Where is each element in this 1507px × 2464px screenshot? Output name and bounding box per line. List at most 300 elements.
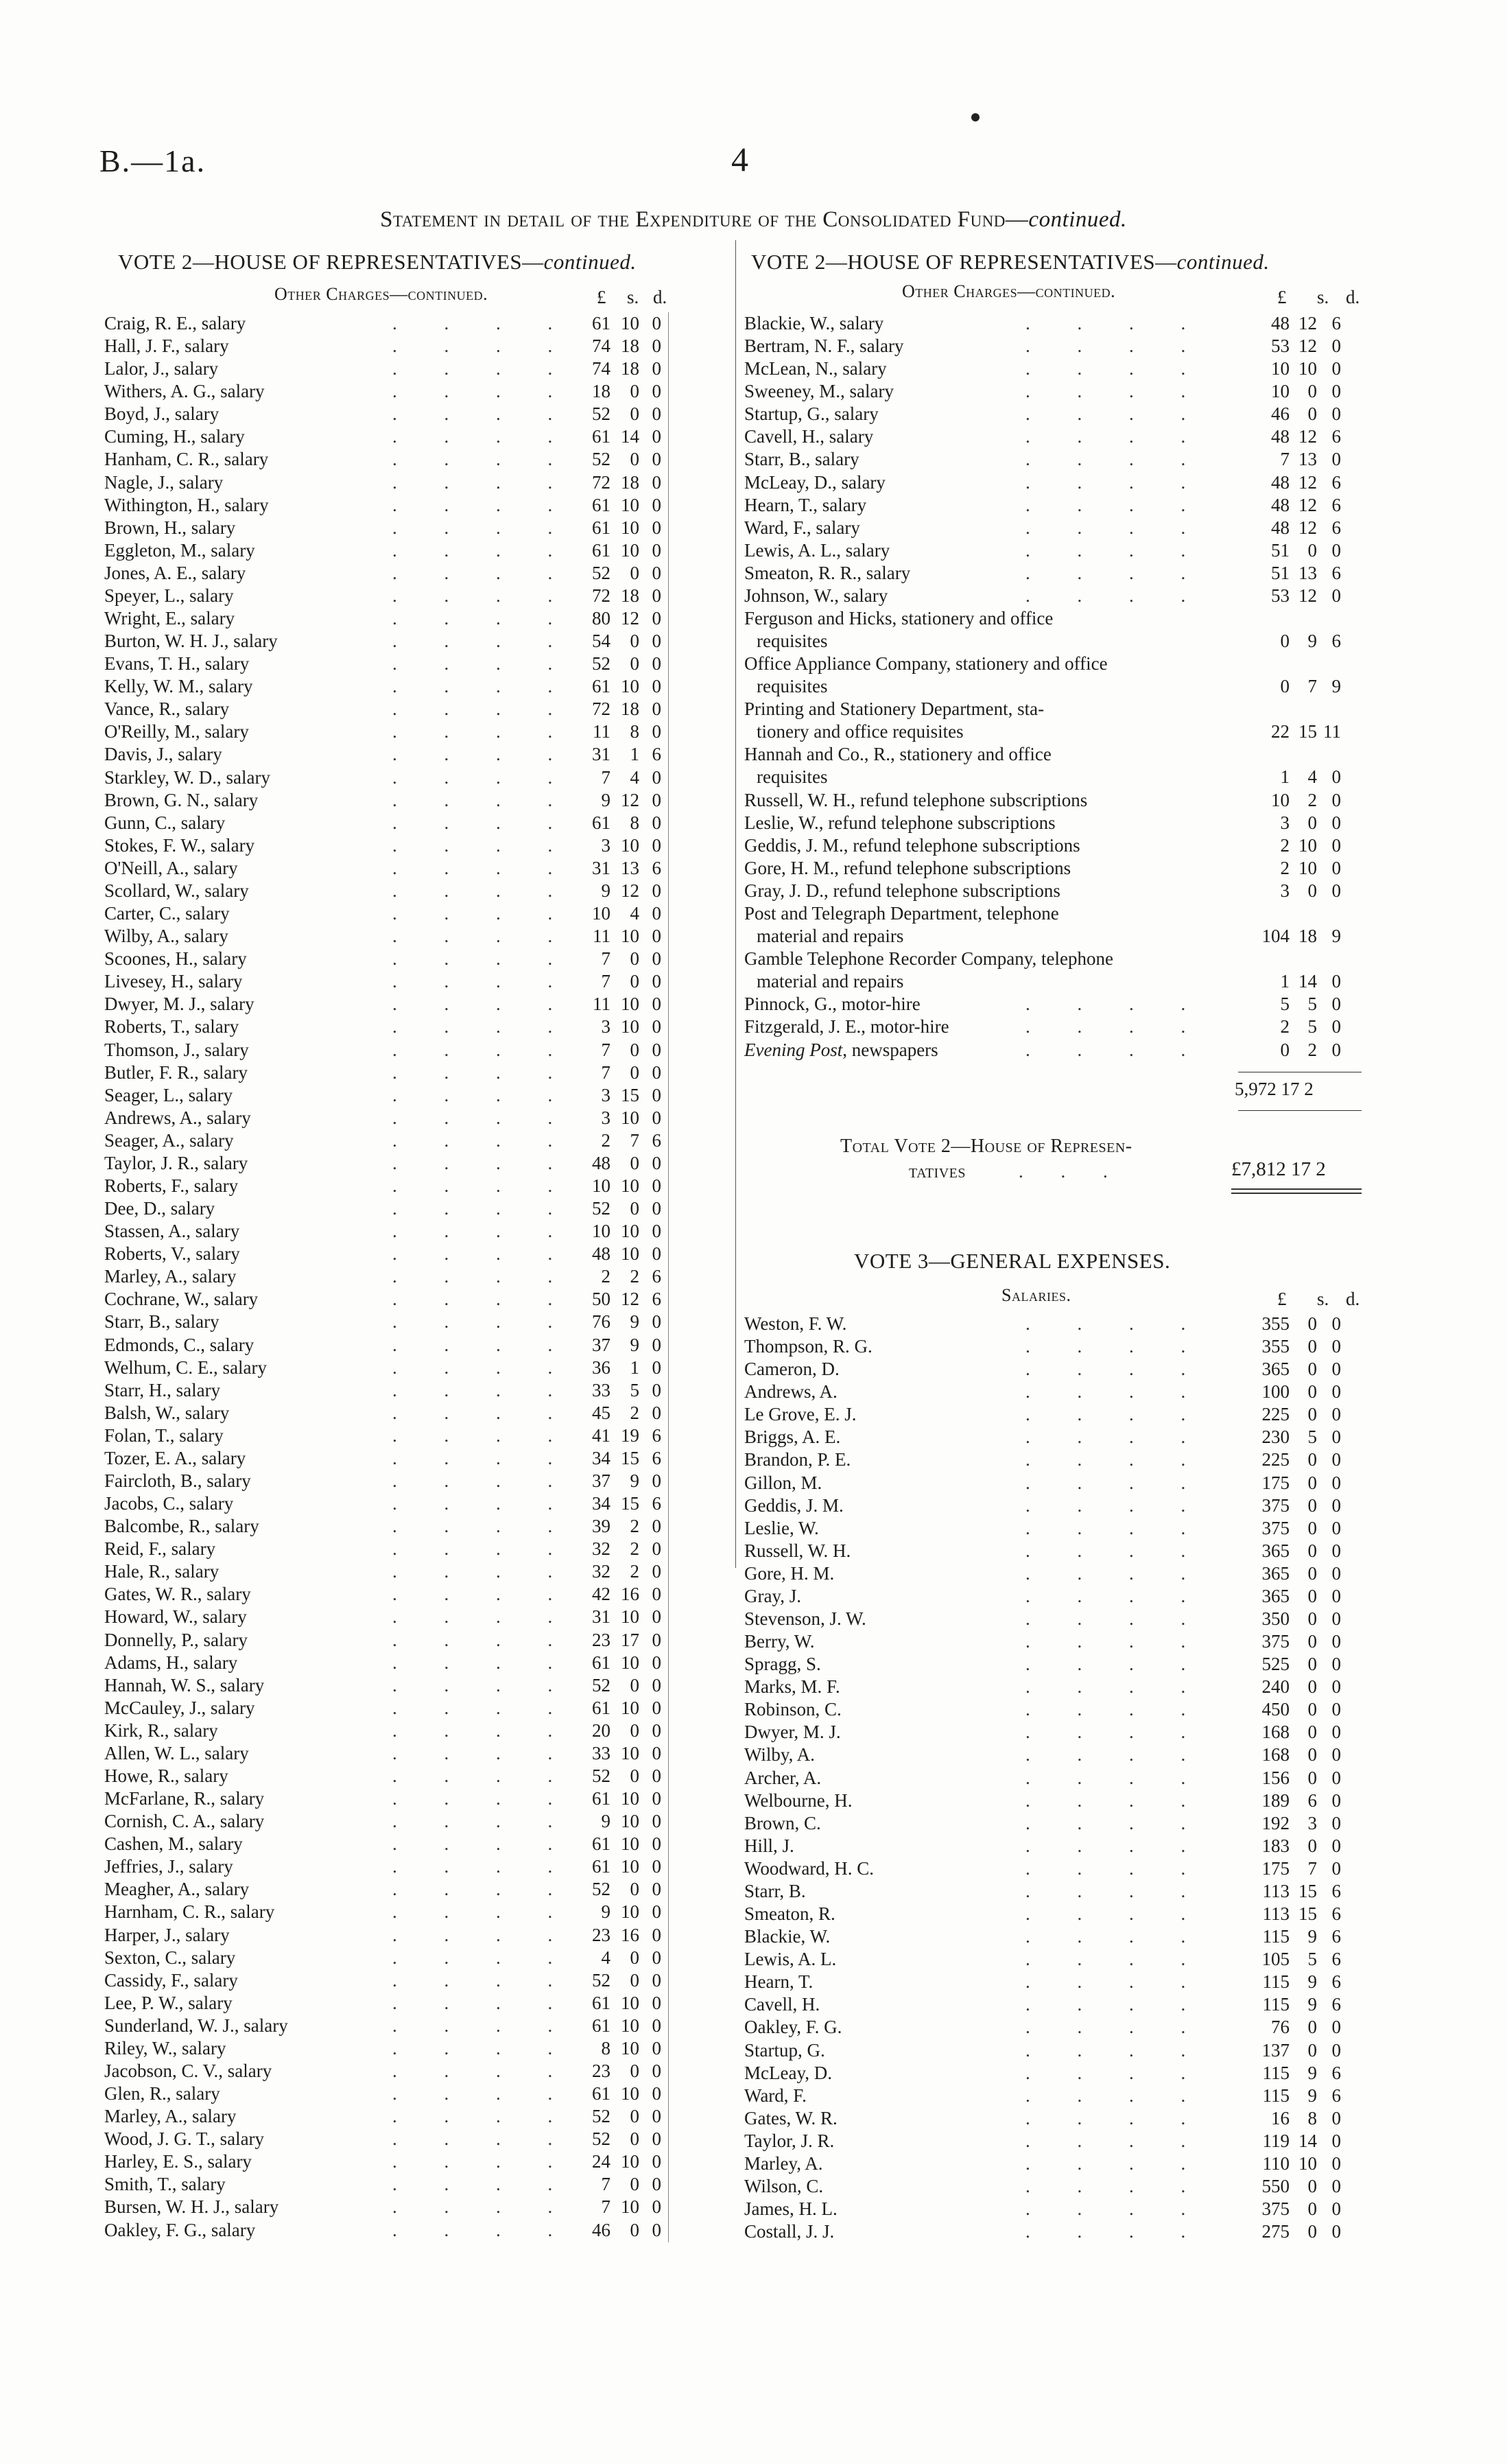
shillings-value: 5 (1307, 1427, 1317, 1448)
column-rule (668, 925, 669, 948)
leader-dots: . . . . (392, 1969, 574, 1991)
ledger-row (744, 2085, 1365, 2107)
ledger-row (744, 312, 1365, 335)
total-label-line2: tatives (909, 1161, 966, 1182)
payee-name (744, 743, 1224, 788)
ledger-row (104, 834, 674, 857)
payee-name: Cashen, M., salary (104, 1833, 243, 1855)
leader-dots: . . . . (392, 1107, 574, 1128)
payee-name: Le Grove, E. J. (744, 1404, 857, 1425)
ledger-row (104, 948, 674, 970)
pounds-value: 3 (1280, 880, 1290, 901)
leader-dots: . . . . (392, 1129, 574, 1151)
pounds-value: 105 (1261, 1949, 1290, 1970)
pounds-value: 2 (601, 1129, 610, 1151)
shillings-value: 5 (1307, 1016, 1317, 1037)
pounds-value: 175 (1261, 1857, 1290, 1879)
payee-name: Cochrane, W., salary (104, 1289, 259, 1310)
shillings-value: 0 (1307, 1835, 1317, 1856)
payee-name: McFarlane, R., salary (104, 1788, 265, 1809)
leader-dots: . . . . (1025, 1016, 1207, 1037)
column-rule (668, 1084, 669, 1107)
ledger-row (104, 1016, 674, 1038)
payee-name: Cuming, H., salary (104, 426, 245, 447)
column-rule (668, 1243, 669, 1266)
payee-name: Bertram, N. F., salary (744, 336, 904, 357)
column-rule (668, 1447, 669, 1470)
shillings-value: 10 (621, 1652, 639, 1673)
pounds-value: 365 (1261, 1562, 1290, 1584)
leader-dots: . . . . (1025, 403, 1207, 425)
leader-dots: . . . . (1025, 1994, 1207, 2015)
leader-dots: . . . . (1025, 994, 1207, 1015)
pounds-value: 20 (592, 1720, 610, 1741)
shillings-value: 9 (1307, 2062, 1317, 2083)
pence-value: 0 (652, 766, 661, 788)
pence-value: 0 (652, 903, 661, 924)
leader-dots: . . . . (1025, 1404, 1207, 1425)
leader-dots: . . . . (1025, 426, 1207, 447)
payee-name: Lee, P. W., salary (104, 1992, 233, 2013)
payee-name: Bursen, W. H. J., salary (104, 2196, 279, 2218)
ledger-row (744, 1540, 1365, 1562)
shillings-value: 4 (630, 766, 639, 788)
pounds-value: 100 (1261, 1381, 1290, 1403)
ledger-row (104, 675, 674, 698)
pence-value: 0 (1331, 766, 1341, 788)
pounds-value: 113 (1262, 1880, 1290, 1901)
leader-dots: . . . . (1025, 1971, 1207, 1993)
ledger-row (104, 1197, 674, 1220)
column-rule (668, 1560, 669, 1584)
leader-dots: . . . . (392, 631, 574, 652)
payee-name: Starkley, W. D., salary (104, 766, 270, 788)
payee-name: Marley, A. (744, 2152, 823, 2174)
pence-value: 0 (652, 1152, 661, 1173)
column-rule (668, 789, 669, 812)
ledger-row (744, 880, 1365, 902)
pence-value: 0 (652, 1947, 661, 1968)
ledger-row (744, 1358, 1365, 1381)
pence-value: 0 (652, 1379, 661, 1400)
leader-dots: . . . . (392, 1811, 574, 1832)
payee-name: Taylor, J. R., salary (104, 1152, 248, 1173)
pounds-value: 36 (592, 1357, 610, 1378)
pence-value: 0 (652, 812, 661, 833)
pence-value: 0 (652, 2106, 661, 2127)
pounds-value: 72 (592, 585, 610, 606)
leader-dots: . . . . (392, 381, 574, 402)
ledger-row (104, 902, 674, 925)
leader-dots: . . . . (392, 1833, 574, 1855)
pence-value: 6 (1331, 471, 1341, 493)
shillings-value: 0 (1307, 539, 1317, 561)
shillings-value: 18 (1298, 926, 1317, 947)
pounds-value: 48 (1271, 471, 1290, 493)
payee-name: Brown, G. N., salary (104, 789, 259, 810)
ledger-row (104, 653, 674, 675)
shillings-value: 10 (1298, 857, 1317, 878)
payee-line-2: requisites (757, 676, 828, 697)
shillings-value: 4 (1307, 766, 1317, 788)
payee-name: Jones, A. E., salary (104, 562, 246, 583)
pounds-value: 7 (601, 948, 610, 970)
pounds-value: 4 (601, 1947, 610, 1968)
ledger-row (104, 357, 674, 380)
leader-dots: . . . . (392, 471, 574, 493)
shillings-value: 0 (1307, 1699, 1317, 1720)
shillings-value: 0 (1307, 1517, 1317, 1538)
leader-dots: . . . . (392, 1561, 574, 1582)
payee-name: Spragg, S. (744, 1654, 821, 1675)
column-rule (668, 880, 669, 903)
column-rule (668, 1424, 669, 1448)
payee-name: Cassidy, F., salary (104, 1969, 238, 1991)
leader-dots: . . . . (392, 539, 574, 561)
leader-dots: . . . . (392, 1039, 574, 1060)
leader-dots: . . . . (1025, 539, 1207, 561)
payee-name: Robinson, C. (744, 1699, 842, 1720)
ledger-row (104, 2196, 674, 2218)
pence-value: 6 (1331, 1949, 1341, 1970)
payee-name: Stevenson, J. W. (744, 1608, 866, 1630)
payee-name: Smeaton, R. (744, 1903, 835, 1925)
leader-dots: . . . . (392, 1379, 574, 1400)
pounds-value: 24 (592, 2151, 610, 2172)
pounds-value: 375 (1261, 1494, 1290, 1516)
payee-name: Donnelly, P., salary (104, 1629, 248, 1650)
pence-value: 0 (1331, 449, 1341, 470)
column-rule (668, 1787, 669, 1811)
column-rule (668, 1697, 669, 1720)
payee-name: McLeay, D., salary (744, 471, 886, 493)
pounds-value: 46 (592, 2219, 610, 2240)
pence-value: 0 (652, 1720, 661, 1741)
ledger-row (104, 1311, 674, 1333)
ledger-row (744, 1925, 1365, 1948)
left-pence-header: d. (653, 287, 667, 307)
ledger-row (104, 312, 674, 335)
leader-dots: . . . . (392, 1674, 574, 1696)
shillings-value: 14 (1298, 2130, 1317, 2151)
leader-dots: . . . . (392, 2061, 574, 2082)
pounds-value: 550 (1261, 2175, 1290, 2196)
pounds-value: 10 (1271, 789, 1290, 810)
ledger-row (104, 1515, 674, 1538)
pounds-value: 80 (592, 608, 610, 629)
ledger-row (104, 1855, 674, 1878)
payee-name: Hall, J. F., salary (104, 336, 229, 357)
page-number: 4 (731, 140, 748, 178)
pence-value: 0 (652, 1629, 661, 1650)
shillings-value: 2 (630, 1538, 639, 1560)
ledger-row (104, 1583, 674, 1606)
leader-dots: . . . . (1025, 1857, 1207, 1879)
payee-name: Startup, G. (744, 2039, 825, 2061)
ledger-row (104, 1175, 674, 1197)
ledger-row (744, 425, 1365, 448)
pence-value: 0 (652, 1016, 661, 1037)
leader-dots: . . . . (392, 336, 574, 357)
leader-dots: . . . . (392, 2106, 574, 2127)
shillings-value: 10 (621, 1243, 639, 1265)
column-rule (668, 1402, 669, 1425)
leader-dots: . . . . (1025, 1472, 1207, 1493)
ledger-row (104, 1379, 674, 1402)
ledger-row (104, 2037, 674, 2060)
shillings-value: 0 (1307, 2017, 1317, 2038)
pence-value: 0 (1331, 1381, 1341, 1403)
ledger-row (104, 1697, 674, 1720)
payee-name: Withers, A. G., salary (104, 381, 265, 402)
payee-rest: , newspapers (842, 1039, 938, 1060)
shillings-value: 0 (630, 1152, 639, 1173)
shillings-value: 10 (621, 1606, 639, 1628)
pounds-value: 365 (1261, 1585, 1290, 1606)
pounds-value: 355 (1261, 1313, 1290, 1334)
pence-value: 6 (1331, 426, 1341, 447)
leader-dots: . . . . (392, 1175, 574, 1196)
leader-dots: . . . . (392, 1629, 574, 1650)
pounds-value: 52 (592, 653, 610, 674)
leader-dots: . . . . (1025, 2017, 1207, 2038)
payee-name: Briggs, A. E. (744, 1427, 841, 1448)
payee-name: Hill, J. (744, 1835, 794, 1856)
column-rule (668, 1742, 669, 1765)
column-rule (668, 1311, 669, 1334)
payee-name: Lewis, A. L., salary (744, 539, 890, 561)
ledger-row (744, 1494, 1365, 1517)
shillings-value: 8 (630, 812, 639, 833)
ledger-row (744, 1039, 1365, 1061)
shillings-value: 18 (621, 471, 639, 493)
pence-value: 0 (652, 834, 661, 856)
right-pound-header: £ (1277, 287, 1287, 307)
shillings-value: 10 (621, 1856, 639, 1877)
pence-value: 6 (1331, 1880, 1341, 1901)
leader-dots: . . . . (392, 494, 574, 515)
pounds-value: 9 (601, 1901, 610, 1923)
ledger-row (744, 2016, 1365, 2039)
pounds-value: 61 (592, 1833, 610, 1855)
payee-name: Smith, T., salary (104, 2174, 226, 2195)
shillings-value: 0 (630, 1674, 639, 1696)
shillings-value: 10 (621, 2015, 639, 2036)
ledger-row (104, 1538, 674, 1560)
shillings-value: 3 (1307, 1812, 1317, 1833)
payee-name: Withington, H., salary (104, 494, 269, 515)
ledger-row (744, 1698, 1365, 1721)
pounds-value: 230 (1261, 1427, 1290, 1448)
column-rule (668, 607, 669, 631)
shillings-value: 2 (630, 1402, 639, 1423)
shillings-value: 0 (1307, 1608, 1317, 1630)
leader-dots: . . . . (1025, 1767, 1207, 1788)
pounds-value: 5 (1280, 994, 1290, 1015)
pounds-value: 23 (592, 2061, 610, 2082)
ledger-row (744, 698, 1365, 743)
pounds-value: 110 (1262, 2152, 1290, 2174)
pounds-value: 7 (601, 1061, 610, 1083)
leader-dots: . . . . (1025, 1381, 1207, 1403)
shillings-value: 10 (621, 539, 639, 561)
pounds-value: 41 (592, 1424, 610, 1446)
leader-dots: . . . . (392, 2083, 574, 2104)
payee-name: Starr, H., salary (104, 1379, 221, 1400)
payee-name: Jeffries, J., salary (104, 1856, 233, 1877)
pence-value: 0 (1331, 381, 1341, 402)
pence-value: 6 (652, 744, 661, 765)
payee-name: Wilby, A. (744, 1744, 815, 1765)
payee-name: Dee, D., salary (104, 1198, 215, 1219)
leader-dots: . . . . (1025, 1699, 1207, 1720)
payee-name: McLeay, D. (744, 2062, 832, 2083)
ledger-row (104, 2219, 674, 2242)
ledger-row (744, 1767, 1365, 1790)
ledger-row (744, 1426, 1365, 1448)
pounds-value: 115 (1262, 1971, 1290, 1993)
shillings-value: 0 (630, 1947, 639, 1968)
shillings-value: 0 (1307, 1359, 1317, 1380)
pounds-value: 52 (592, 1879, 610, 1900)
shillings-value: 12 (1298, 517, 1317, 538)
leader-dots: . . . . (392, 1742, 574, 1763)
payee-name: Marley, A., salary (104, 1266, 237, 1287)
pounds-value: 7 (601, 1039, 610, 1060)
payee-name: Marks, M. F. (744, 1676, 840, 1698)
leader-dots: . . . . (392, 562, 574, 583)
pounds-value: 355 (1261, 1336, 1290, 1357)
shillings-value: 0 (1307, 403, 1317, 425)
pounds-value: 34 (592, 1447, 610, 1468)
payee-line-2: material and repairs (757, 926, 904, 947)
leader-dots: . . . . (1025, 381, 1207, 402)
pence-value: 0 (1331, 1562, 1341, 1584)
column-rule (668, 1583, 669, 1606)
leader-dots: . . . . (392, 721, 574, 742)
pence-value: 0 (652, 1924, 661, 1945)
leader-dots: . . . . (392, 1221, 574, 1242)
pounds-value: 104 (1261, 926, 1290, 947)
pounds-value: 0 (1280, 1039, 1290, 1060)
payee-name: Ward, F., salary (744, 517, 860, 538)
shillings-value: 8 (630, 721, 639, 742)
payee-name: Brown, H., salary (104, 517, 236, 538)
ledger-row (104, 630, 674, 653)
pounds-value: 3 (601, 1107, 610, 1128)
leader-dots: . . . . (1025, 1313, 1207, 1334)
pounds-value: 225 (1261, 1449, 1290, 1470)
shillings-value: 12 (621, 789, 639, 810)
pence-value: 0 (1331, 1313, 1341, 1334)
pence-value: 0 (652, 1311, 661, 1333)
right-vote-heading (751, 250, 1270, 274)
payee-name: Sweeney, M., salary (744, 381, 894, 402)
shillings-value: 1 (630, 1357, 639, 1378)
ledger-row (744, 1381, 1365, 1403)
column-rule (668, 1334, 669, 1357)
pence-value: 0 (1331, 789, 1341, 810)
payee-line-2: tionery and office requisites (757, 721, 964, 742)
shillings-value: 2 (1307, 1039, 1317, 1060)
payee-name: Scoones, H., salary (104, 948, 247, 970)
shillings-value: 8 (1307, 2107, 1317, 2128)
pounds-value: 7 (601, 766, 610, 788)
shillings-value: 2 (630, 1266, 639, 1287)
ledger-row (744, 1676, 1365, 1698)
pence-value: 0 (652, 517, 661, 538)
payee-name: Howard, W., salary (104, 1606, 247, 1628)
leader-dots: . . . . (392, 1720, 574, 1741)
leader-dots: . . . . (392, 585, 574, 606)
payee-line-1: Gamble Telephone Recorder Company, telephone (744, 948, 1113, 970)
leader-dots: . . . . (1025, 1585, 1207, 1606)
column-rule (668, 834, 669, 858)
pounds-value: 225 (1261, 1404, 1290, 1425)
payee-name: Berry, W. (744, 1631, 815, 1652)
pence-value: 0 (652, 994, 661, 1015)
pounds-value: 39 (592, 1516, 610, 1537)
column-rule (668, 1220, 669, 1243)
pence-value: 6 (652, 857, 661, 878)
column-rule (668, 2128, 669, 2151)
shillings-value: 2 (630, 1561, 639, 1582)
payee-name: Leslie, W. (744, 1517, 819, 1538)
pounds-value: 32 (592, 1538, 610, 1560)
left-vote-continued: continued. (543, 250, 637, 274)
pence-value: 0 (652, 2128, 661, 2150)
ledger-row (744, 494, 1365, 517)
column-rule (668, 1947, 669, 1970)
leader-dots: . . . . (392, 766, 574, 788)
payee-name: Allen, W. L., salary (104, 1742, 249, 1763)
ledger-row (744, 1472, 1365, 1494)
shillings-value: 0 (630, 2219, 639, 2240)
pence-value: 6 (1331, 1994, 1341, 2015)
shillings-value: 0 (1307, 1540, 1317, 1561)
payee-name: Hale, R., salary (104, 1561, 219, 1582)
pounds-value: 2 (1280, 834, 1290, 856)
pence-value: 0 (1331, 1585, 1341, 1606)
shillings-value: 0 (1307, 2175, 1317, 2196)
leader-dots: . . . . (392, 744, 574, 765)
payee-line-1: Hannah and Co., R., stationery and office (744, 744, 1052, 765)
leader-dots: . . . . (392, 2219, 574, 2240)
pence-value: 0 (1331, 1494, 1341, 1516)
payee-name: Brandon, P. E. (744, 1449, 851, 1470)
payee-line-2: requisites (757, 631, 828, 652)
column-rule (668, 1992, 669, 2015)
leader-dots: . . . . (392, 1198, 574, 1219)
ledger-row (744, 1653, 1365, 1676)
leader-dots: . . . . (1025, 1903, 1207, 1925)
column-rule (668, 857, 669, 880)
page-title (0, 207, 1507, 233)
pence-value: 0 (652, 1674, 661, 1696)
pence-value: 0 (652, 2015, 661, 2036)
payee-name: Boyd, J., salary (104, 403, 219, 425)
column-rule (668, 539, 669, 563)
pounds-value: 168 (1261, 1722, 1290, 1743)
shillings-value: 10 (621, 2151, 639, 2172)
leader-dots: . . . . (1025, 2198, 1207, 2220)
pounds-value: 61 (592, 539, 610, 561)
ledger-row (104, 698, 674, 720)
pence-value: 0 (652, 1969, 661, 1991)
payee-name: Jacobson, C. V., salary (104, 2061, 272, 2082)
shillings-value: 10 (621, 1697, 639, 1718)
payee-name: Balcombe, R., salary (104, 1516, 259, 1537)
